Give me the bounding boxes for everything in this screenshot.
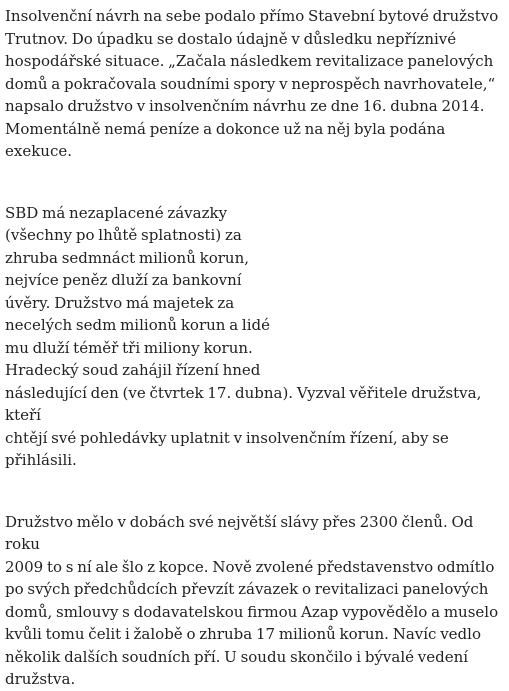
- article-body: [5, 5, 505, 691]
- paragraph-insolvency-filing: Insolvenční návrh na sebe podalo přímo Stavební bytové družstvo Trutnov. Do úpadku se dostalo údajně v důsledku nepříznivé hospodářské situace. „Začala následkem revitalizace panelových domů a pokračovala soudními spory v neprospěch navrhovatele,“ napsalo družstvo v insolvenčním návrhu ze dne 16. dubna 2014. Momentálně nemá peníze a dokonce už na něj byla podána exekuce.: [5, 7, 499, 160]
- paragraph-debts: SBD má nezaplacené závazky (všechny po lhůtě splatnosti) za zhruba sedmnáct milionů korun, nejvíce peněz dluží za bankovní úvěry. Družstvo má majetek za necelých sedm milionů korun a lidé mu dluží téměř tři miliony korun. Hradecký soud zahájil řízení hned následující den (ve čtvrtek 17. dubna). Vyzval věřitele družstva, kteří chtějí své pohledávky uplatnit v insolvenčním řízení, aby se přihlásili.: [5, 203, 482, 469]
- paragraph-history: Družstvo mělo v dobách své největší slávy přes 2300 členů. Od roku 2009 to s ní ale šlo z kopce. Nově zvolené představenstvo odmítlo po svých předchůdcích převzít závazek o revitalizaci panelových domů, smlouvy s dodavatelskou firmou Azap vypovědělo a muselo kvůli tomu čelit i žalobě o zhruba 17 milionů korun. Navíc vedlo několik dalších soudních pří. U soudu skončilo i bývalé vedení družstva.: [5, 512, 499, 688]
